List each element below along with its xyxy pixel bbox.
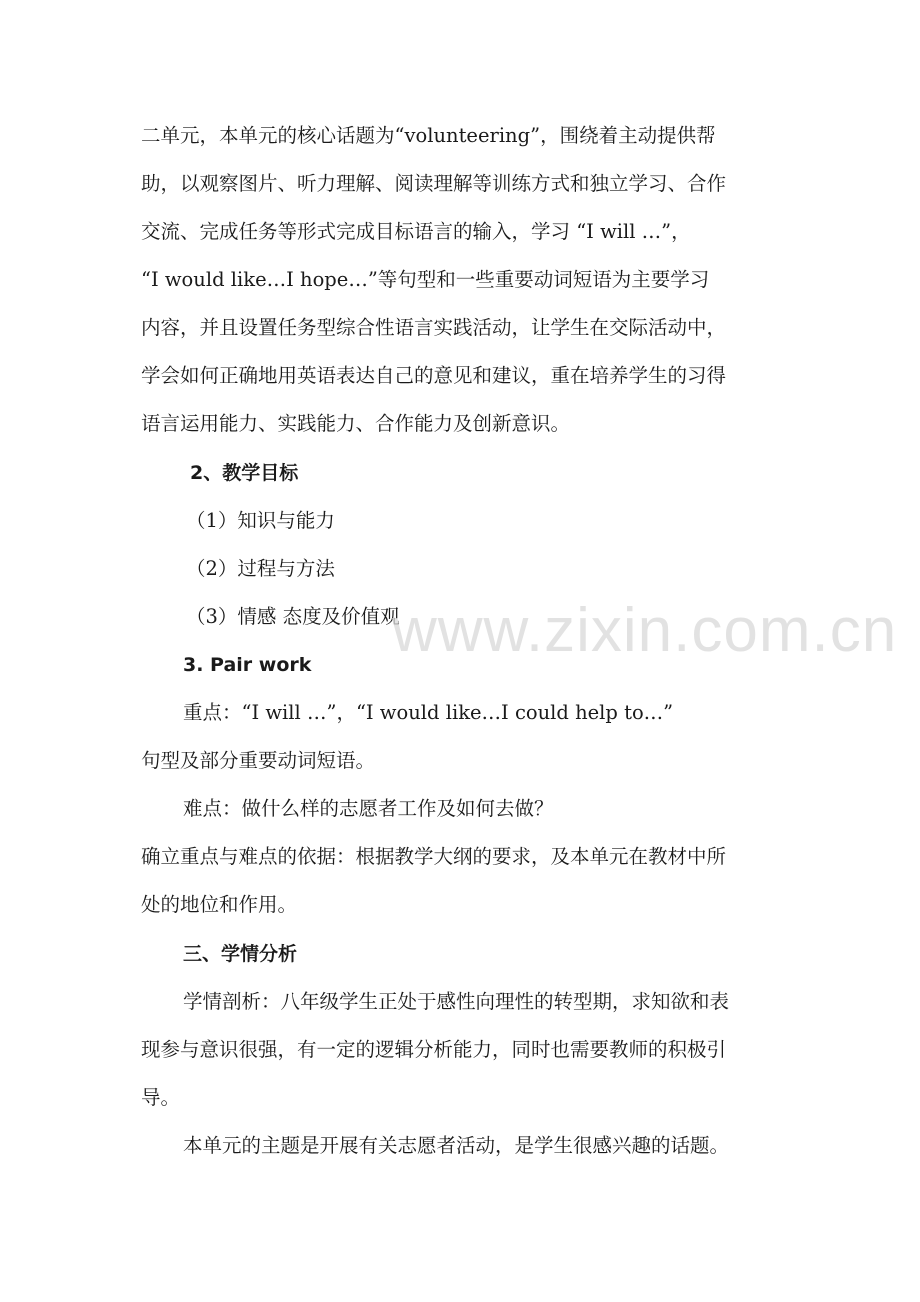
goal-item-2: （2）过程与方法 — [186, 557, 335, 580]
paragraph-line-7: 语言运用能力、实践能力、合作能力及创新意识。 — [141, 412, 571, 435]
paragraph-line-6: 学会如何正确地用英语表达自己的意见和建议，重在培养学生的习得 — [141, 364, 727, 387]
basis-line-2: 处的地位和作用。 — [141, 893, 298, 916]
paragraph-line-1: 二单元，本单元的核心话题为“volunteering”，围绕着主动提供帮 — [141, 124, 716, 147]
theme-line: 本单元的主题是开展有关志愿者活动，是学生很感兴趣的话题。 — [183, 1134, 730, 1157]
key-point-line-2: 句型及部分重要动词短语。 — [141, 749, 376, 772]
analysis-line-3: 导。 — [141, 1086, 181, 1109]
key-point-line-1: 重点：“I will …”，“I would like…I could help to…” — [183, 701, 674, 724]
goal-item-3: （3）情感 态度及价值观 — [186, 605, 400, 628]
paragraph-line-2: 助，以观察图片、听力理解、阅读理解等训练方式和独立学习、合作 — [141, 172, 727, 195]
watermark: www.zixin.com.cn — [392, 596, 898, 665]
section-heading-teaching-goals: 2、教学目标 — [190, 462, 299, 484]
analysis-line-1: 学情剖析：八年级学生正处于感性向理性的转型期，求知欲和表 — [183, 990, 730, 1013]
paragraph-line-5: 内容，并且设置任务型综合性语言实践活动，让学生在交际活动中， — [141, 316, 727, 339]
analysis-line-2: 现参与意识很强，有一定的逻辑分析能力，同时也需要教师的积极引 — [141, 1038, 727, 1061]
basis-line-1: 确立重点与难点的依据：根据教学大纲的要求，及本单元在教材中所 — [141, 845, 727, 868]
section-heading-pair-work: 3. Pair work — [183, 654, 312, 676]
section-heading-learner-analysis: 三、学情分析 — [183, 943, 298, 965]
difficulty-line: 难点：做什么样的志愿者工作及如何去做？ — [183, 797, 554, 820]
paragraph-line-4: “I would like…I hope…”等句型和一些重要动词短语为主要学习 — [141, 268, 710, 291]
goal-item-1: （1）知识与能力 — [186, 509, 335, 532]
paragraph-line-3: 交流、完成任务等形式完成目标语言的输入，学习 “I will …”， — [141, 220, 691, 243]
